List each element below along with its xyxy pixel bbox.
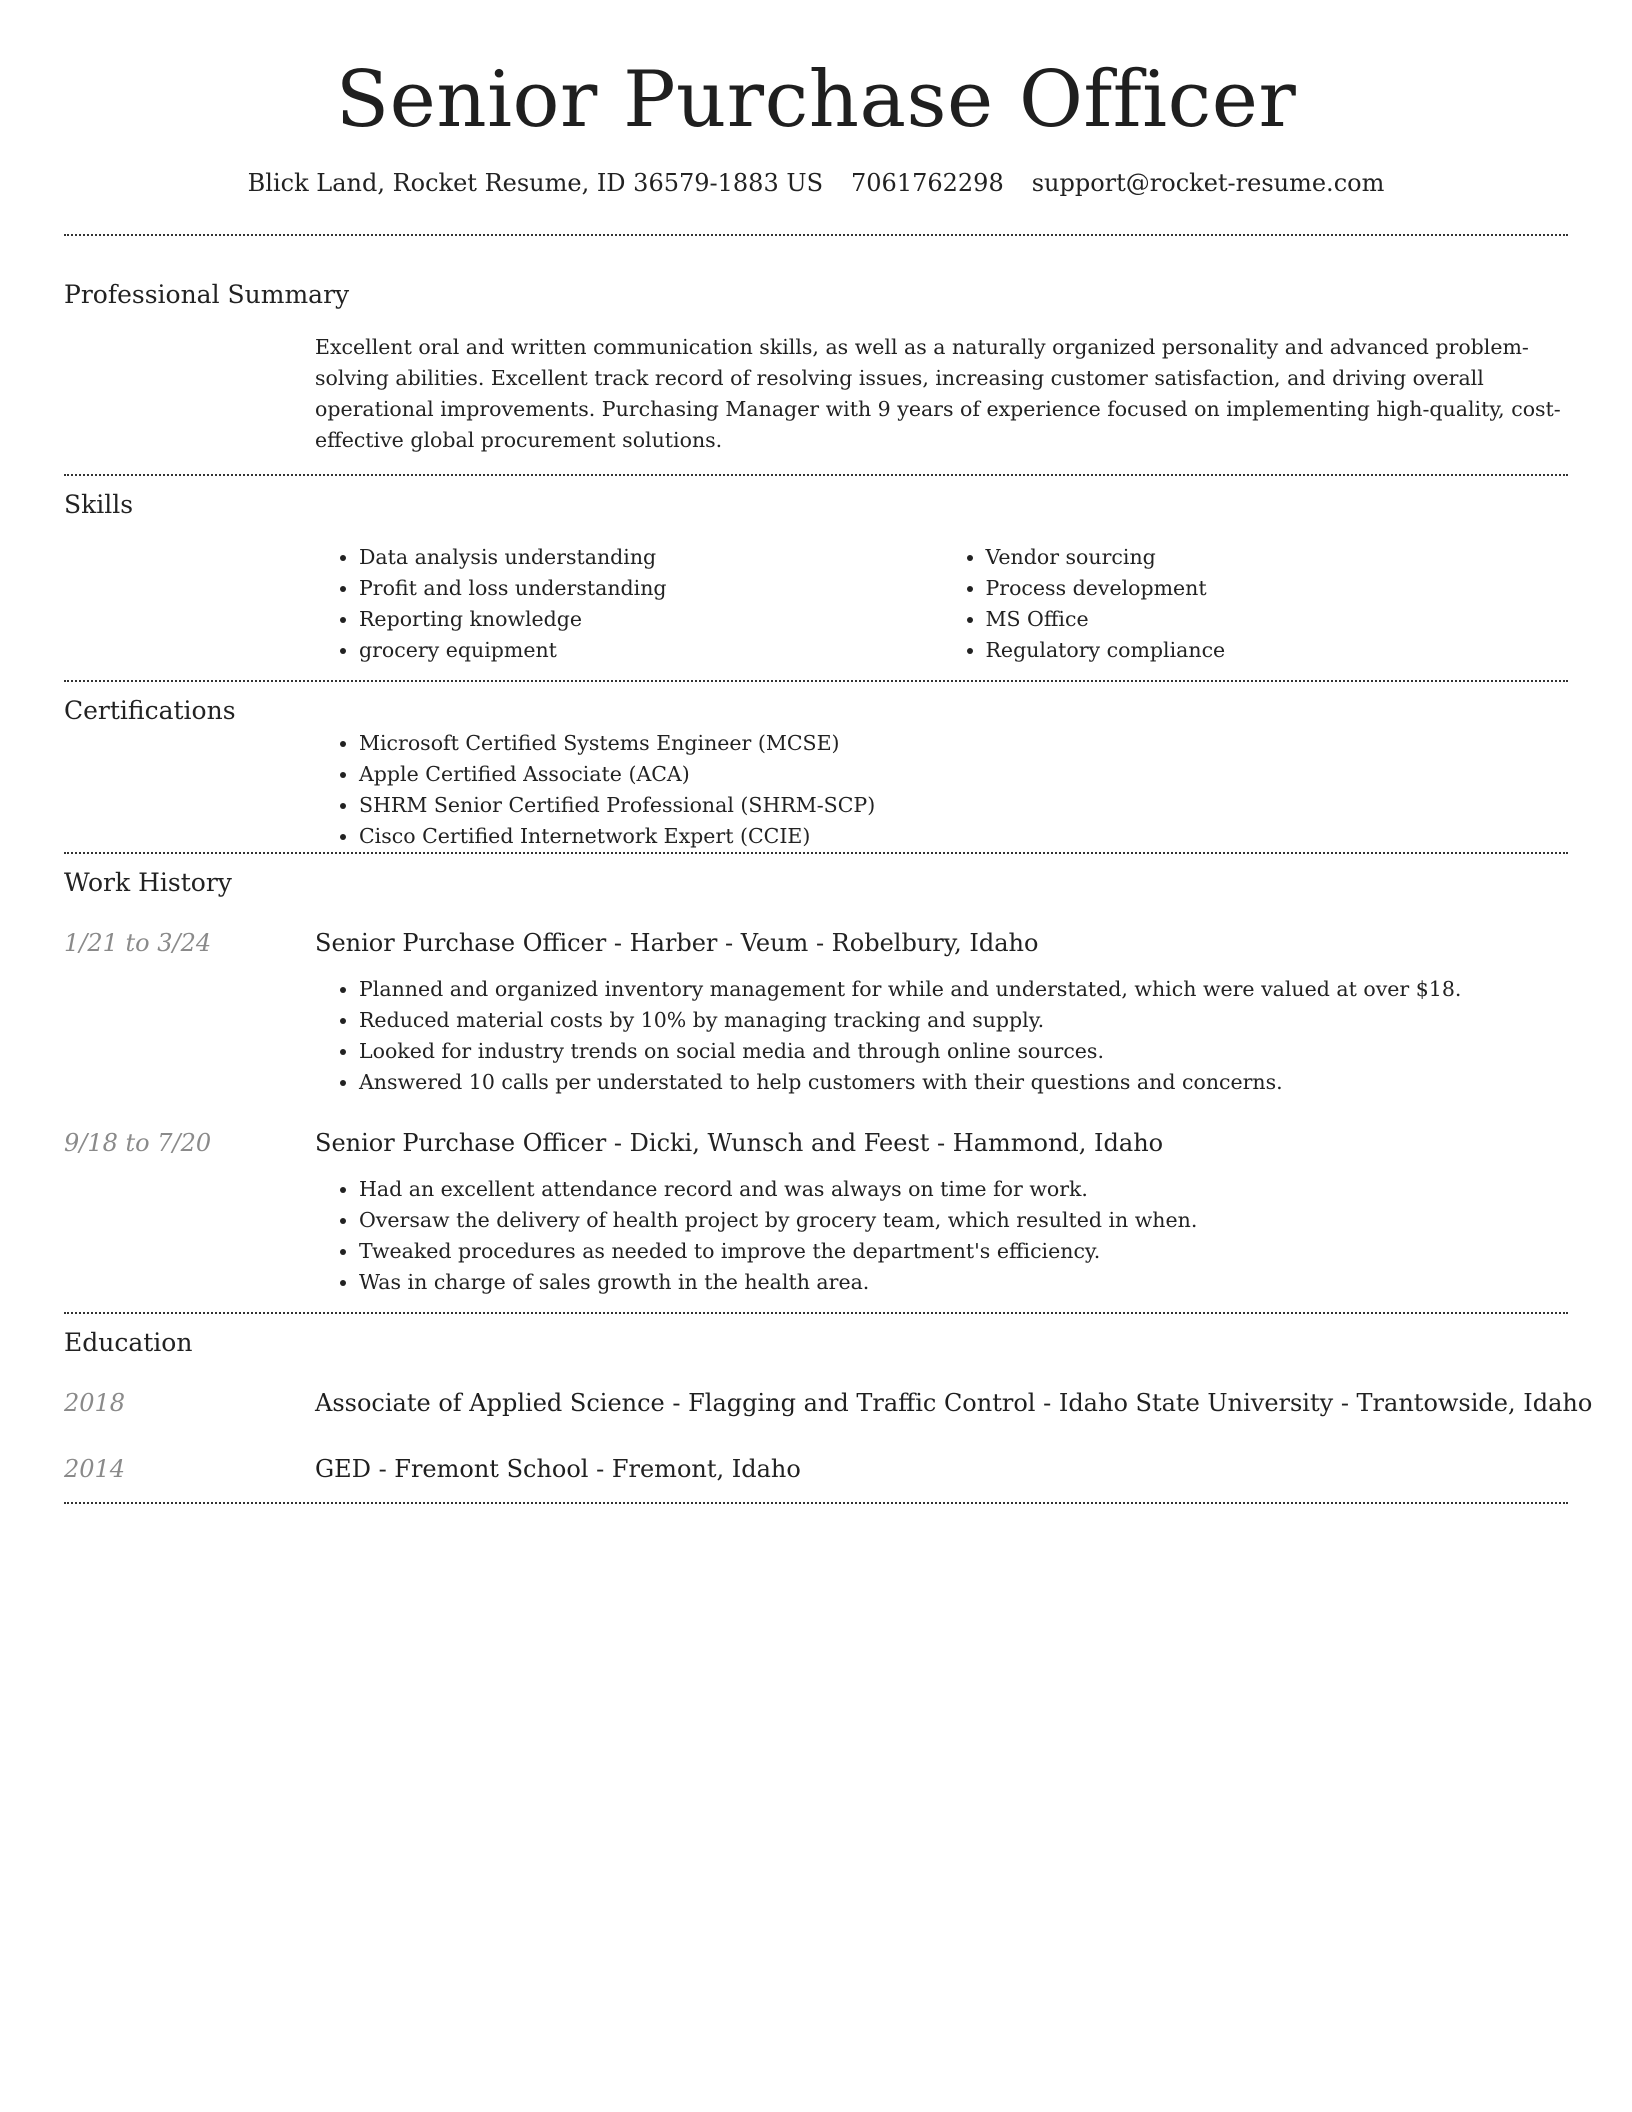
education-school: - Fremont, Idaho	[588, 1455, 801, 1483]
certification-item: • Cisco Certified Internetwork Expert (CCIE)	[359, 821, 1568, 852]
job-dates: 9/18 to 7/20	[64, 1129, 212, 1157]
section-title-summary: Professional Summary	[64, 280, 350, 309]
education-degree: GED - Fremont School	[315, 1455, 589, 1483]
job-bullet: • Was in charge of sales growth in the health area.	[359, 1267, 1568, 1298]
certification-item: • Apple Certified Associate (ACA)	[359, 759, 1568, 790]
job-bullet: • Tweaked procedures as needed to improve the department's efficiency.	[359, 1236, 1568, 1267]
education-school: - Idaho State University - Trantowside, Idaho	[1035, 1389, 1593, 1417]
skill-item: • Process development	[986, 573, 1569, 604]
job-bullet: • Planned and organized inventory management for while and understated, which were valued at over $18.	[359, 974, 1568, 1005]
certification-item: • Microsoft Certified Systems Engineer (MCSE)	[359, 728, 1568, 759]
certifications-section	[64, 682, 1568, 852]
job-dates: 1/21 to 3/24	[64, 929, 212, 957]
section-divider	[64, 1502, 1568, 1504]
section-title-skills: Skills	[64, 490, 134, 519]
skill-item: • Profit and loss understanding	[359, 573, 942, 604]
education-detail	[315, 1386, 1592, 1420]
job-bullet: • Looked for industry trends on social media and through online sources.	[359, 1036, 1568, 1067]
education-section	[64, 1314, 1593, 1486]
job-bullet: • Oversaw the delivery of health project by grocery team, which resulted in when.	[359, 1205, 1568, 1236]
skill-item: • MS Office	[986, 604, 1569, 635]
job-bullet: • Reduced material costs by 10% by managing tracking and supply.	[359, 1005, 1568, 1036]
contact-address: Blick Land, Rocket Resume, ID 36579-1883 US	[247, 169, 824, 197]
skills-list-left	[315, 542, 942, 666]
education-year: 2014	[64, 1455, 126, 1483]
education-degree: Associate of Applied Science - Flagging and Traffic Control	[315, 1389, 1036, 1417]
job-employer: - Harber - Veum - Robelbury, Idaho	[606, 929, 1039, 957]
candidate-name: Senior Purchase Officer	[335, 55, 1297, 145]
skill-item: • Reporting knowledge	[359, 604, 942, 635]
skill-item: • Regulatory compliance	[986, 635, 1569, 666]
job-bullet: • Answered 10 calls per understated to help customers with their questions and concerns.	[359, 1067, 1568, 1098]
skills-list-right	[942, 542, 1569, 666]
work-history-section	[64, 854, 1568, 1298]
resume-header	[64, 0, 1568, 200]
section-title-certifications: Certifications	[64, 696, 236, 725]
certification-item: • SHRM Senior Certified Professional (SHRM-SCP)	[359, 790, 1568, 821]
job-bullet: • Had an excellent attendance record and was always on time for work.	[359, 1174, 1568, 1205]
job-bullets	[315, 1174, 1568, 1298]
section-title-work: Work History	[64, 868, 232, 897]
skill-item: • Vendor sourcing	[986, 542, 1569, 573]
skill-item: • Data analysis understanding	[359, 542, 942, 573]
education-year: 2018	[64, 1389, 126, 1417]
job-employer: - Dicki, Wunsch and Feest - Hammond, Idaho	[606, 1129, 1164, 1157]
summary-text: Excellent oral and written communication skills, as well as a naturally organized personality and advanced problem-solving abilities. Excellent track record of resolving issues, increasing customer satisfaction, and driving overall operational improvements. Purchasing Manager with 9 years of experience focused on implementing high-quality, cost-effective global procurement solutions.	[315, 335, 1561, 452]
contact-line	[64, 166, 1568, 200]
job-role: Senior Purchase Officer	[315, 1129, 607, 1157]
skills-grid	[315, 542, 1568, 666]
job-title	[315, 926, 1038, 960]
certifications-list	[315, 728, 1568, 852]
job-role: Senior Purchase Officer	[315, 929, 607, 957]
contact-email: support@rocket-resume.com	[1031, 169, 1385, 197]
summary-section	[64, 236, 1568, 456]
skill-item: • grocery equipment	[359, 635, 942, 666]
skills-section	[64, 476, 1568, 666]
job-entry	[64, 1126, 1568, 1298]
education-entry	[64, 1452, 1568, 1486]
job-bullets	[315, 974, 1568, 1098]
education-detail	[315, 1452, 801, 1486]
job-title	[315, 1126, 1163, 1160]
contact-phone: 7061762298	[851, 169, 1004, 197]
education-entry	[64, 1386, 1593, 1420]
job-entry	[64, 926, 1568, 1098]
section-title-education: Education	[64, 1328, 193, 1357]
